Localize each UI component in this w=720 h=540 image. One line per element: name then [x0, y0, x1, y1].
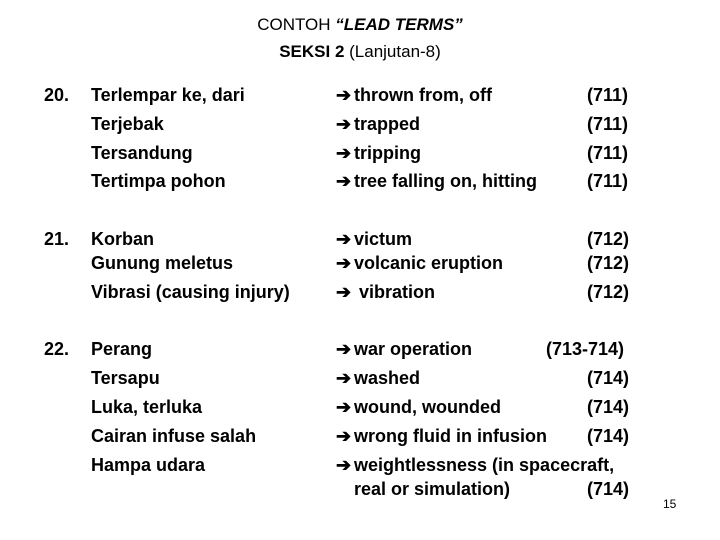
page-number: 15 — [663, 497, 677, 511]
code-number: (712) — [587, 229, 630, 249]
code-number: (711) — [587, 171, 629, 191]
english-term: ➔ weightlessness (in spacecraft, — [336, 455, 615, 475]
indonesian-term: Cairan infuse salah — [91, 426, 257, 446]
indonesian-term: Gunung meletus — [91, 253, 234, 273]
english-term: ➔ washed — [336, 368, 421, 388]
indonesian-term: Tersandung — [91, 143, 193, 163]
english-term: ➔ volcanic eruption — [336, 253, 504, 273]
code-number: (711) — [587, 85, 629, 105]
arrow-right-icon: ➔ — [336, 455, 352, 475]
section-label: SEKSI 2 — [279, 42, 345, 61]
code-number: (714) — [587, 479, 630, 499]
code-number: (711) — [587, 114, 629, 134]
arrow-right-icon: ➔ — [336, 229, 352, 249]
indonesian-term: Tertimpa pohon — [91, 171, 226, 191]
english-term: ➔ wound, wounded — [336, 397, 501, 417]
title-lead-terms: “LEAD TERMS” — [335, 15, 463, 34]
arrow-right-icon: ➔ — [336, 253, 352, 273]
code-number: (712) — [587, 253, 630, 273]
entry-number: 22. — [44, 339, 70, 359]
english-term: ➔ thrown from, off — [336, 85, 492, 105]
slide-title — [0, 16, 720, 33]
arrow-right-icon: ➔ — [336, 339, 352, 359]
arrow-right-icon: ➔ — [336, 114, 352, 134]
code-number: (711) — [587, 143, 629, 163]
arrow-right-icon: ➔ — [336, 143, 352, 163]
arrow-right-icon: ➔ — [336, 397, 352, 417]
indonesian-term: Tersapu — [91, 368, 160, 388]
english-term: ➔ vibration — [336, 282, 436, 302]
english-term: ➔ wrong fluid in infusion — [336, 426, 547, 446]
english-term: ➔ victum — [336, 229, 413, 249]
indonesian-term: Terjebak — [91, 114, 164, 134]
english-term-continuation: real or simulation) — [354, 479, 511, 499]
english-term: ➔ tripping — [336, 143, 421, 163]
arrow-right-icon: ➔ — [336, 426, 352, 446]
code-number: (712) — [587, 282, 630, 302]
indonesian-term: Luka, terluka — [91, 397, 203, 417]
english-term: ➔ tree falling on, hitting — [336, 171, 537, 191]
indonesian-term: Terlempar ke, dari — [91, 85, 245, 105]
section-subtitle — [0, 43, 720, 60]
code-number: (713-714) — [546, 339, 625, 359]
title-prefix: CONTOH — [257, 15, 336, 34]
indonesian-term: Korban — [91, 229, 154, 249]
indonesian-term: Vibrasi (causing injury) — [91, 282, 290, 302]
code-number: (714) — [587, 368, 630, 388]
english-term: ➔ war operation — [336, 339, 473, 359]
indonesian-term: Perang — [91, 339, 153, 359]
code-number: (714) — [587, 397, 630, 417]
arrow-right-icon: ➔ — [336, 368, 352, 388]
indonesian-term: Hampa udara — [91, 455, 206, 475]
code-number: (714) — [587, 426, 630, 446]
entry-number: 20. — [44, 85, 70, 105]
arrow-right-icon: ➔ — [336, 171, 352, 191]
section-continuation: (Lanjutan-8) — [344, 42, 441, 61]
arrow-right-icon: ➔ — [336, 85, 352, 105]
english-term: ➔ trapped — [336, 114, 421, 134]
arrow-right-icon: ➔ — [336, 282, 352, 302]
entry-number: 21. — [44, 229, 70, 249]
